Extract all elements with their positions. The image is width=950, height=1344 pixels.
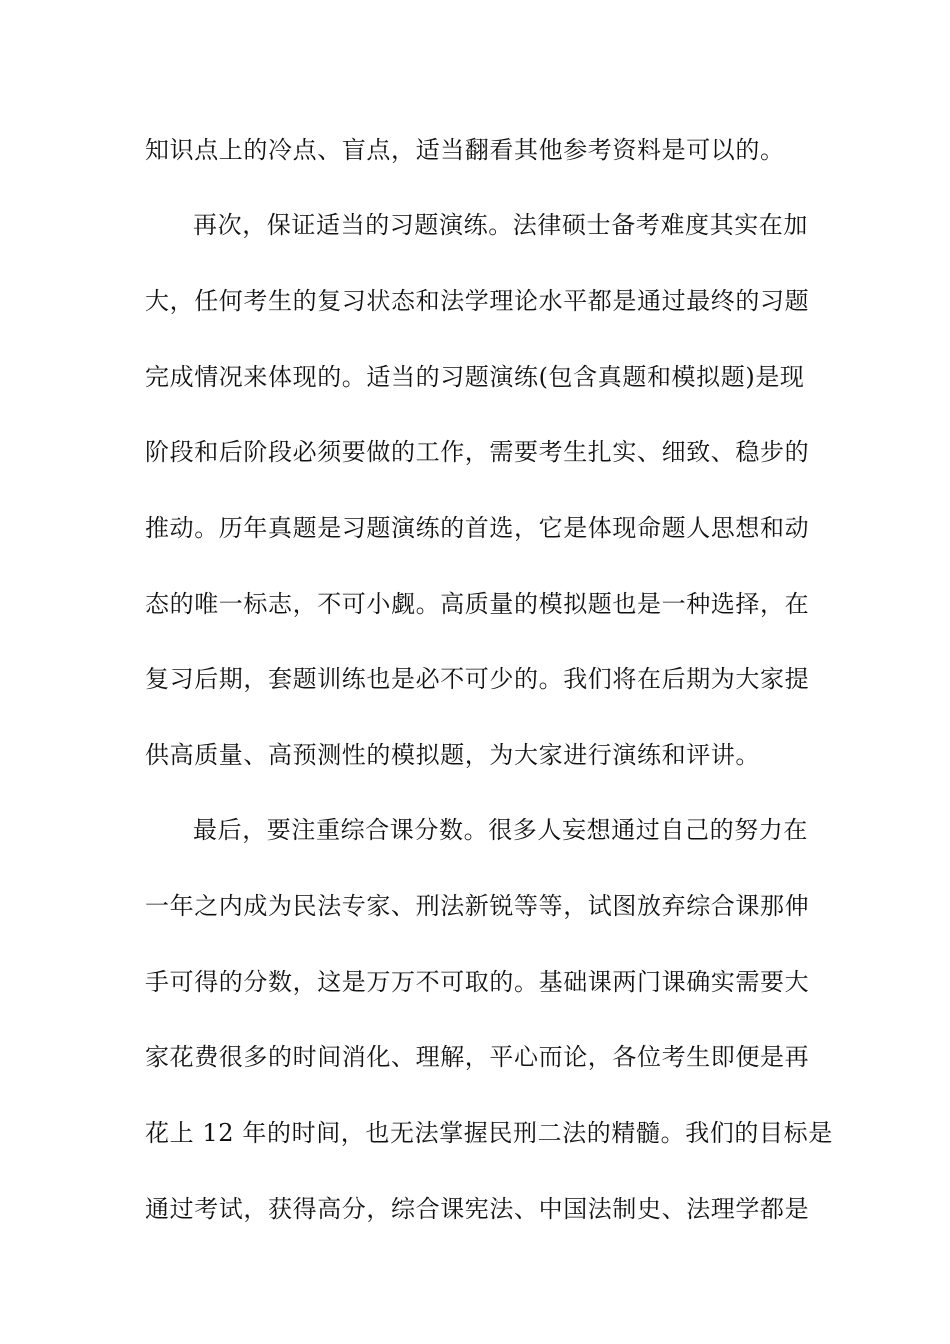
text-line: 手可得的分数，这是万万不可取的。基础课两门课确实需要大 (145, 968, 810, 996)
paragraph-start-line: 最后，要注重综合课分数。很多人妄想通过自己的努力在 (193, 816, 808, 844)
text-line: 大，任何考生的复习状态和法学理论水平都是通过最终的习题 (145, 287, 810, 315)
text-line: 复习后期，套题训练也是必不可少的。我们将在后期为大家提 (145, 665, 810, 693)
text-line: 通过考试，获得高分，综合课宪法、中国法制史、法理学都是 (145, 1195, 810, 1223)
text-line: 完成情况来体现的。适当的习题演练(包含真题和模拟题)是现 (145, 363, 805, 391)
text-line: 家花费很多的时间消化、理解，平心而论，各位考生即便是再 (145, 1043, 810, 1071)
text-line: 推动。历年真题是习题演练的首选，它是体现命题人思想和动 (145, 514, 810, 542)
text-line: 供高质量、高预测性的模拟题，为大家进行演练和评讲。 (145, 741, 760, 769)
text-line: 阶段和后阶段必须要做的工作，需要考生扎实、细致、稳步的 (145, 438, 810, 466)
text-line: 花上 12 年的时间，也无法掌握民刑二法的精髓。我们的目标是 (145, 1119, 833, 1147)
text-line: 知识点上的冷点、盲点，适当翻看其他参考资料是可以的。 (145, 136, 785, 164)
paragraph-start-line: 再次，保证适当的习题演练。法律硕士备考难度其实在加 (193, 211, 808, 239)
text-line: 态的唯一标志，不可小觑。高质量的模拟题也是一种选择，在 (145, 590, 810, 618)
text-line: 一年之内成为民法专家、刑法新锐等等，试图放弃综合课那伸 (145, 892, 810, 920)
